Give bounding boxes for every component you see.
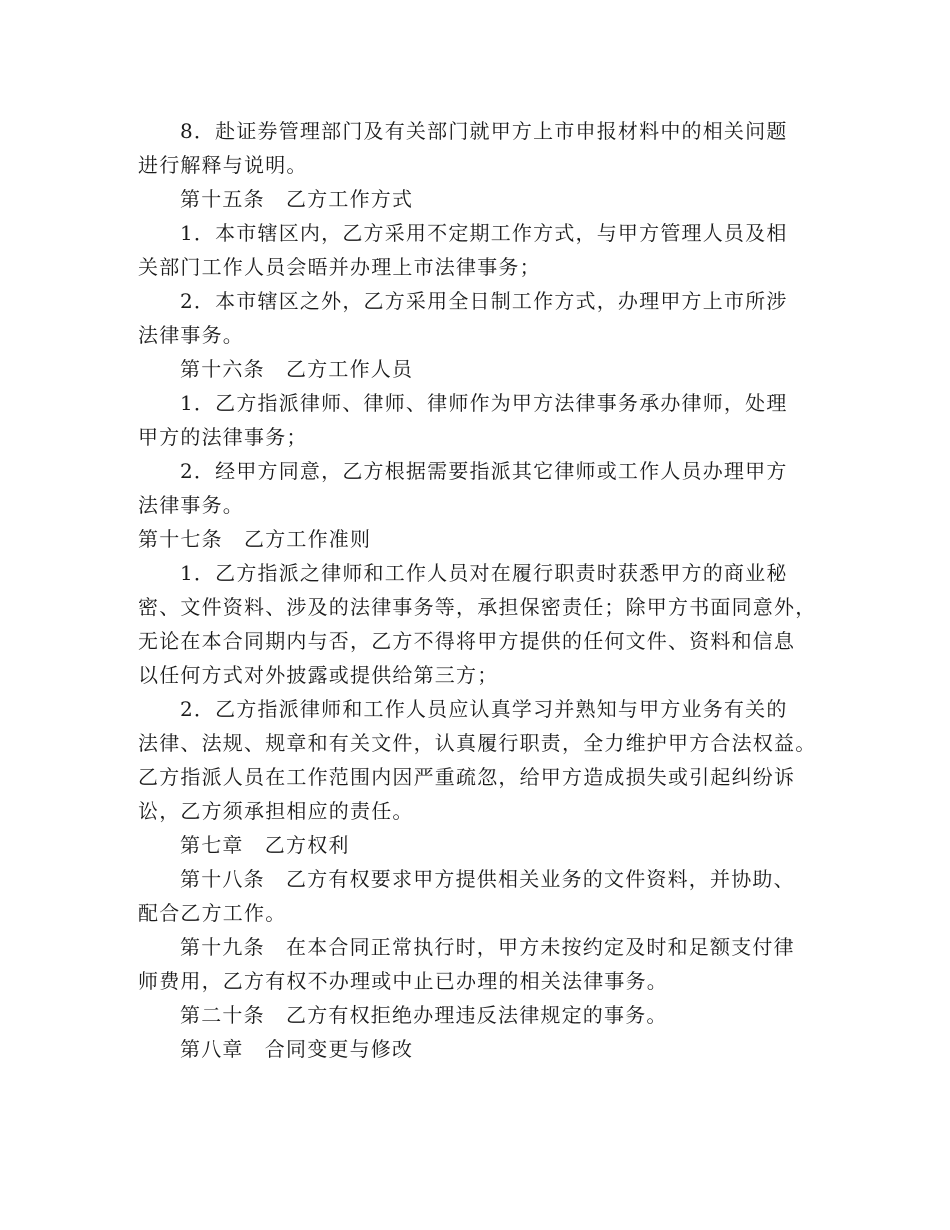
text-line: 无论在本合同期内与否，乙方不得将甲方提供的任何文件、资料和信息 (138, 629, 796, 653)
text-line: 配合乙方工作。 (138, 901, 287, 925)
text-line: 法律、法规、规章和有关文件，认真履行职责，全力维护甲方合法权益。 (138, 731, 817, 755)
text-line: 以任何方式对外披露或提供给第三方； (138, 663, 499, 687)
document-body (138, 114, 818, 1066)
article-heading: 第十八条 乙方有权要求甲方提供相关业务的文件资料，并协助、 (180, 867, 795, 891)
text-line: 2．经甲方同意，乙方根据需要指派其它律师或工作人员办理甲方 (180, 459, 788, 483)
text-line: 乙方指派人员在工作范围内因严重疏忽，给甲方造成损失或引起纠纷诉 (138, 765, 796, 789)
text-line: 关部门工作人员会晤并办理上市法律事务； (138, 255, 541, 279)
text-line: 1．本市辖区内，乙方采用不定期工作方式，与甲方管理人员及相 (180, 221, 788, 245)
chapter-heading: 第七章 乙方权利 (180, 833, 350, 857)
article-heading: 第十九条 在本合同正常执行时，甲方未按约定及时和足额支付律 (180, 935, 795, 959)
text-line: 法律事务。 (138, 323, 244, 347)
text-line: 2．本市辖区之外，乙方采用全日制工作方式，办理甲方上市所涉 (180, 289, 788, 313)
article-heading: 第十五条 乙方工作方式 (180, 187, 414, 211)
text-line: 讼，乙方须承担相应的责任。 (138, 799, 414, 823)
text-line: 1．乙方指派律师、律师、律师作为甲方法律事务承办律师，处理 (180, 391, 788, 415)
article-heading: 第二十条 乙方有权拒绝办理违反法律规定的事务。 (180, 1003, 668, 1027)
text-line: 师费用，乙方有权不办理或中止已办理的相关法律事务。 (138, 969, 668, 993)
article-heading: 第十七条 乙方工作准则 (138, 527, 372, 551)
text-line: 1．乙方指派之律师和工作人员对在履行职责时获悉甲方的商业秘 (180, 561, 788, 585)
text-line: 8．赴证券管理部门及有关部门就甲方上市申报材料中的相关问题 (180, 119, 788, 143)
text-line: 甲方的法律事务； (138, 425, 308, 449)
text-line: 进行解释与说明。 (138, 153, 308, 177)
text-line: 法律事务。 (138, 493, 244, 517)
article-heading: 第十六条 乙方工作人员 (180, 357, 414, 381)
text-line: 2．乙方指派律师和工作人员应认真学习并熟知与甲方业务有关的 (180, 697, 788, 721)
text-line: 密、文件资料、涉及的法律事务等，承担保密责任；除甲方书面同意外， (138, 595, 817, 619)
chapter-heading: 第八章 合同变更与修改 (180, 1037, 414, 1061)
